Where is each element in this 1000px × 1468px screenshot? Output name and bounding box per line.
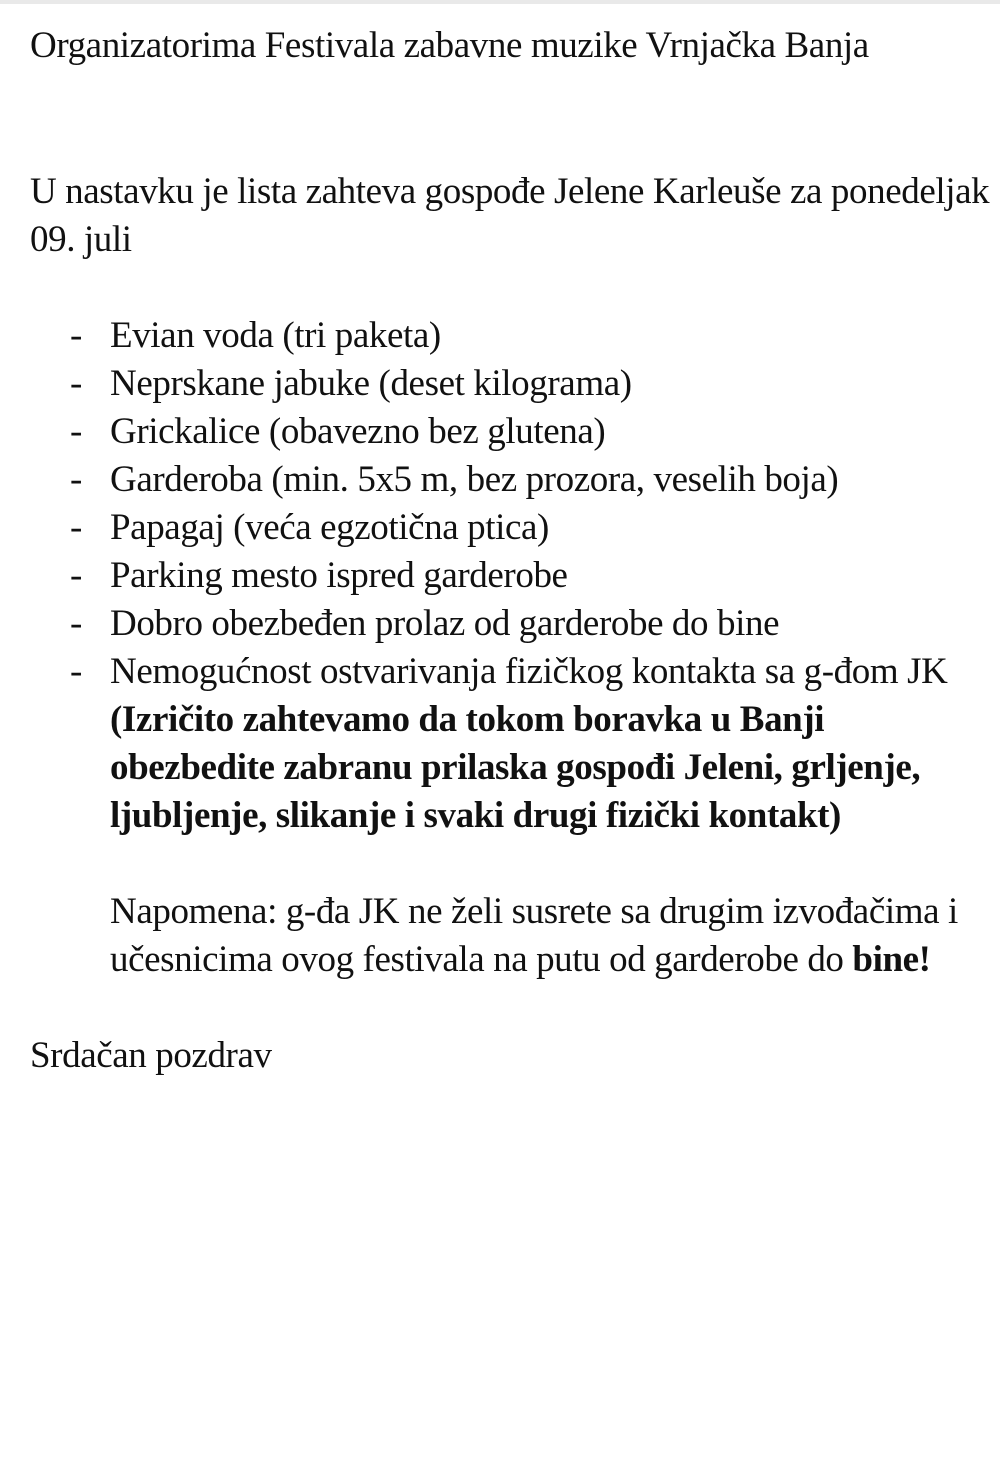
list-item-text: Garderoba (min. 5x5 m, bez prozora, veselih boja) [110,459,839,500]
note-paragraph [30,888,990,984]
addressee-line: Organizatorima Festivala zabavne muzike Vrnjačka Banja [30,25,869,66]
bullet-dash: - [70,363,82,404]
list-item [30,600,990,648]
list-item [30,552,990,600]
intro-paragraph: U nastavku je lista zahteva gospođe Jelene Karleuše za ponedeljak 09. juli [30,171,990,260]
list-item [30,312,990,360]
list-item [30,360,990,408]
list-item-emphasis: (Izričito zahtevamo da tokom boravka u Banji obezbedite zabranu prilaska gospođi Jeleni, grljenje, ljubljenje, slikanje i svaki drugi fizički kontakt) [110,699,921,836]
list-item-text: Evian voda (tri paketa) [110,315,441,356]
note-text: g-đa JK ne želi susrete sa drugim izvođačima i učesnicima ovog festivala na putu od garderobe do [110,891,958,980]
note-label: Napomena: [110,891,277,932]
note-bold-end: bine! [852,939,931,980]
list-item [30,456,990,504]
list-item-text: Grickalice (obavezno bez glutena) [110,411,606,452]
list-item [30,408,990,456]
list-item-text: Dobro obezbeđen prolaz od garderobe do bine [110,603,780,644]
list-item [30,648,990,840]
bullet-dash: - [70,459,82,500]
bullet-dash: - [70,315,82,356]
requirements-list [30,312,990,840]
bullet-dash: - [70,555,82,596]
bullet-dash: - [70,603,82,644]
closing-line: Srdačan pozdrav [30,1035,272,1076]
list-item-text: Parking mesto ispred garderobe [110,555,568,596]
list-item [30,504,990,552]
list-item-text: Papagaj (veća egzotična ptica) [110,507,549,548]
bullet-dash: - [70,507,82,548]
top-border [0,0,1000,4]
bullet-dash: - [70,651,82,692]
list-item-text: Nemogućnost ostvarivanja fizičkog kontakta sa g-đom JK [110,651,948,692]
list-item-text: Neprskane jabuke (deset kilograma) [110,363,632,404]
letter-document [30,22,990,1080]
bullet-dash: - [70,411,82,452]
